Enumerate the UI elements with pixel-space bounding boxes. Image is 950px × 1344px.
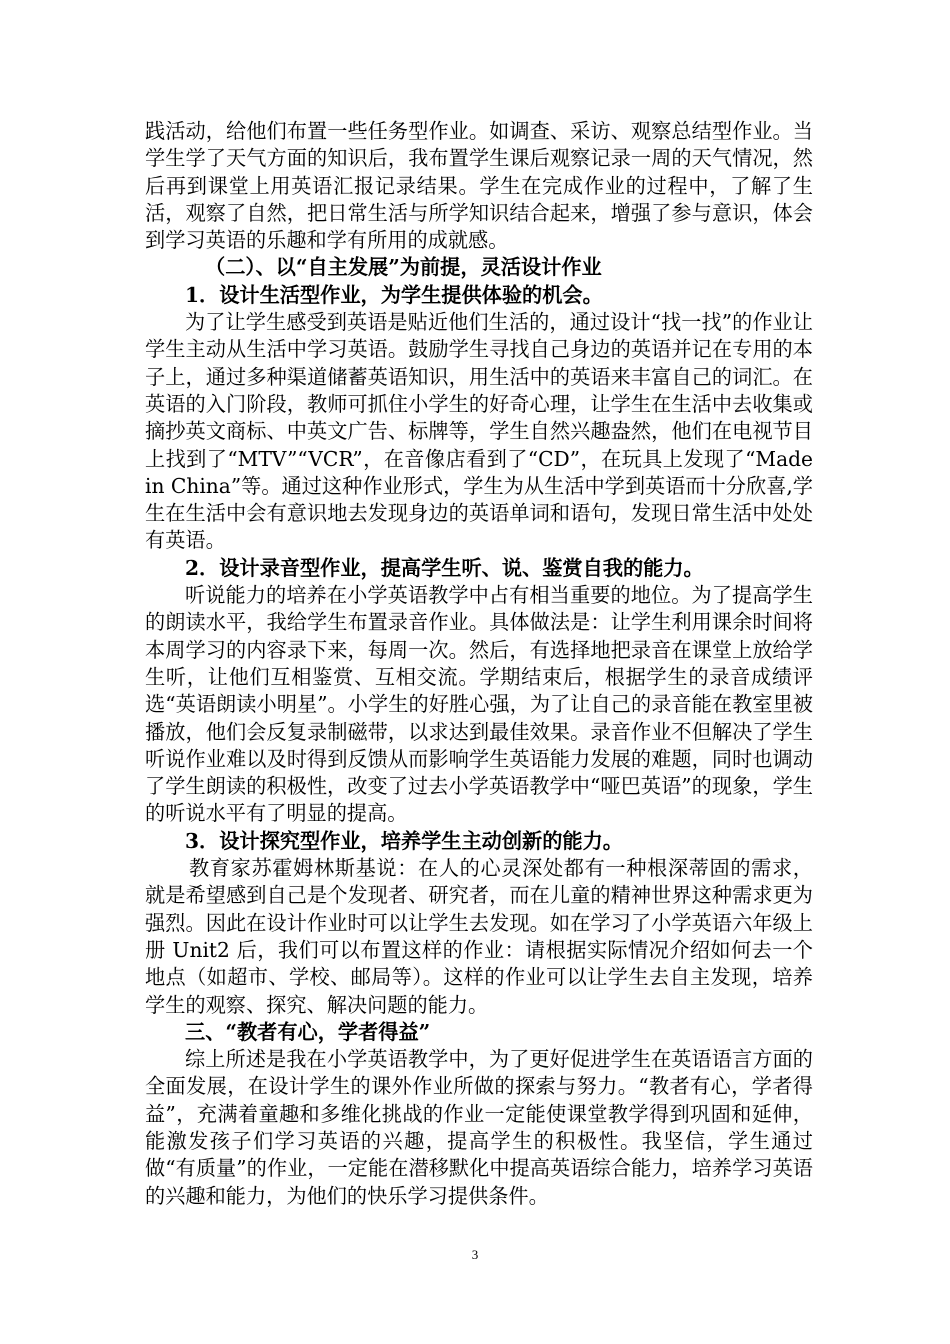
page-number: 3: [471, 1247, 479, 1262]
paragraph-inquiry-homework: 教育家苏霍姆林斯基说：在人的心灵深处都有一种根深蒂固的需求，就是希望感到自己是个发现者、研究者，而在儿童的精神世界这种需求更为强烈。因此在设计作业时可以让学生去发现。如在学习了小学英语六年级上册 Unit2 后，我们可以布置这样的作业：请根据实际情况介绍如何去一个地点（如超市、学校、邮局等）。这样的作业可以让学生去自主发现，培养学生的观察、探究、解决问题的能力。: [145, 856, 813, 1017]
paragraph-life-homework: 为了让学生感受到英语是贴近他们生活的，通过设计“找一找”的作业让学生主动从生活中学习英语。鼓励学生寻找自己身边的英语并记在专用的本子上，通过多种渠道储蓄英语知识，用生活中的英语来丰富自己的词汇。在英语的入门阶段，教师可抓住小学生的好奇心理，让学生在生活中去收集或摘抄英文商标、中英文广告、标牌等，学生自然兴趣盎然，他们在电视节目上找到了“MTV”“VCR”，在音像店看到了“CD”，在玩具上发现了“Made in China”等。通过这种作业形式，学生为从生活中学到英语而十分欣喜,学生在生活中会有意识地去发现身边的英语单词和语句，发现日常生活中处处有英语。: [145, 310, 813, 553]
section-heading-2: （二）、以“自主发展”为前提，灵活设计作业: [205, 255, 602, 280]
subheading-1: 1．设计生活型作业，为学生提供体验的机会。: [185, 282, 603, 307]
paragraph-recording-homework: 听说能力的培养在小学英语教学中占有相当重要的地位。为了提高学生的朗读水平，我给学生布置录音作业。具体做法是：让学生利用课余时间将本周学习的内容录下来，每周一次。然后，有选择地把录音在课堂上放给学生听，让他们互相鉴赏、互相交流。学期结束后，根据学生的录音成绩评选“英语朗读小明星”。小学生的好胜心强，为了让自己的录音能在教室里被播放，他们会反复录制磁带，以求达到最佳效果。录音作业不但解决了学生听说作业难以及时得到反馈从而影响学生英语能力发展的难题，同时也调动了学生朗读的积极性，改变了过去小学英语教学中“哑巴英语”的现象，学生的听说水平有了明显的提高。: [145, 583, 813, 826]
document-body: [145, 118, 813, 1210]
subheading-3: 3．设计探究型作业，培养学生主动创新的能力。: [185, 828, 623, 853]
section-heading-3: 三、“教者有心，学者得益”: [185, 1019, 431, 1044]
paragraph-continuation: 践活动，给他们布置一些任务型作业。如调查、采访、观察总结型作业。当学生学了天气方面的知识后，我布置学生课后观察记录一周的天气情况，然后再到课堂上用英语汇报记录结果。学生在完成作业的过程中，了解了生活，观察了自然，把日常生活与所学知识结合起来，增强了参与意识，体会到学习英语的乐趣和学有所用的成就感。: [145, 119, 813, 253]
paragraph-conclusion: 综上所述是我在小学英语教学中，为了更好促进学生在英语语言方面的全面发展，在设计学生的课外作业所做的探索与努力。“教者有心，学者得益”，充满着童趣和多维化挑战的作业一定能使课堂教学得到巩固和延伸，能激发孩子们学习英语的兴趣，提高学生的积极性。我坚信，学生通过做“有质量”的作业，一定能在潜移默化中提高英语综合能力，培养学习英语的兴趣和能力，为他们的快乐学习提供条件。: [145, 1047, 813, 1208]
subheading-2: 2．设计录音型作业，提高学生听、说、鉴赏自我的能力。: [185, 555, 704, 580]
